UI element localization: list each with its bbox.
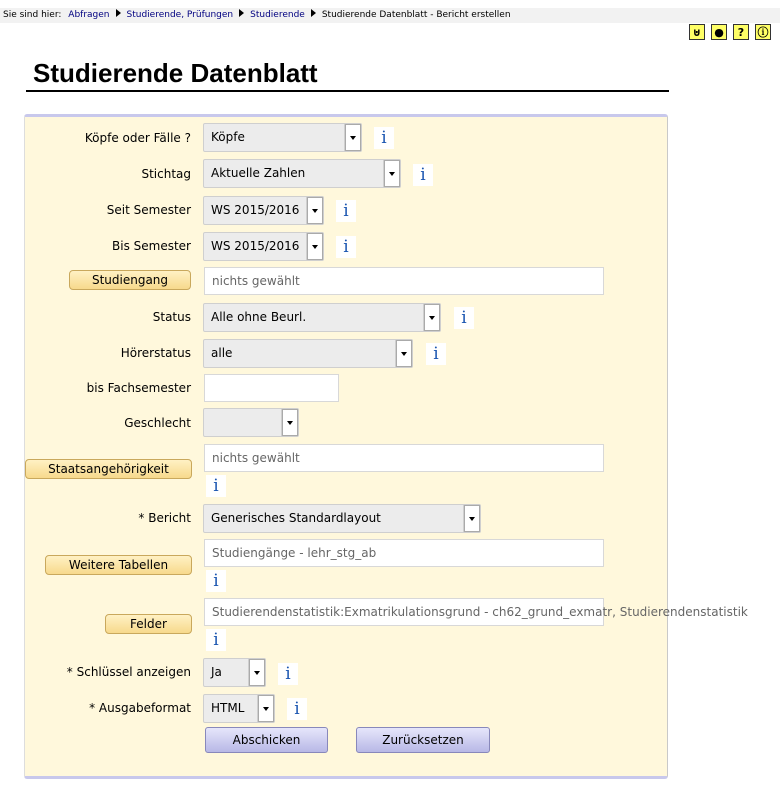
bis-fachsemester-label: bis Fachsemester [86,381,191,395]
breadcrumb-arrow-icon [311,9,316,17]
bericht-label: * Bericht [138,511,191,525]
felder-field[interactable]: Studierendenstatistik:Exmatrikulationsgrund - ch62_grund_exmatr, Studierendenstatistik [204,598,604,626]
hoererstatus-select[interactable] [203,339,413,368]
attachment-icon[interactable]: ⊍ [689,24,705,40]
geschlecht-label: Geschlecht [124,416,191,430]
help-icon[interactable]: ? [733,24,749,40]
breadcrumb [0,8,780,23]
info-icon[interactable]: i [206,570,226,592]
bis-semester-label: Bis Semester [112,239,191,253]
staatsangehoerigkeit-field[interactable]: nichts gewählt [204,444,604,472]
ausgabeformat-select-value: HTML [211,701,245,715]
status-select[interactable] [203,303,441,332]
seit-semester-select[interactable] [203,196,324,225]
submit-button[interactable]: Abschicken [205,727,328,753]
chevron-down-icon [248,659,265,686]
chevron-down-icon [423,304,440,331]
staatsangehoerigkeit-button[interactable]: Staatsangehörigkeit [25,459,192,479]
reset-button[interactable]: Zurücksetzen [356,727,490,753]
seit-semester-label: Seit Semester [106,203,191,217]
bis-fachsemester-input[interactable] [204,374,339,402]
hoererstatus-label: Hörerstatus [120,346,191,360]
stichtag-label: Stichtag [141,167,191,181]
koepfe-label: Köpfe oder Fälle ? [84,131,191,145]
chevron-down-icon [306,197,323,224]
status-label: Status [152,310,191,324]
schluessel-select-value: Ja [211,665,222,679]
chevron-down-icon [257,695,274,722]
title-divider [26,90,669,92]
studiengang-field[interactable]: nichts gewählt [204,267,604,295]
chevron-down-icon [383,160,400,187]
breadcrumb-link-studierende-pruefungen[interactable]: Studierende, Prüfungen [126,10,234,20]
breadcrumb-arrow-icon [239,9,244,17]
bericht-select-value: Generisches Standardlayout [211,511,381,525]
info-circle-icon[interactable]: ⓘ [755,24,771,40]
seit-semester-select-value: WS 2015/2016 [211,203,300,217]
info-icon[interactable]: i [426,343,446,365]
info-icon[interactable]: i [336,236,356,258]
schluessel-select[interactable] [203,658,266,687]
breadcrumb-arrow-icon [116,9,121,17]
info-icon[interactable]: i [278,663,298,685]
studiengang-button[interactable]: Studiengang [69,270,191,290]
stichtag-select-value: Aktuelle Zahlen [211,166,306,180]
stichtag-select[interactable] [203,159,401,188]
page-title: Studierende Datenblatt [33,58,318,88]
bullet-icon[interactable]: ● [711,24,727,40]
koepfe-select-value: Köpfe [211,130,245,144]
info-icon[interactable]: i [206,475,226,497]
weitere-tabellen-field[interactable]: Studiengänge - lehr_stg_ab [204,539,604,567]
weitere-tabellen-button[interactable]: Weitere Tabellen [45,555,192,575]
chevron-down-icon [395,340,412,367]
hoererstatus-select-value: alle [211,346,233,360]
felder-button[interactable]: Felder [105,614,192,634]
info-icon[interactable]: i [413,164,433,186]
chevron-down-icon [281,409,298,436]
breadcrumb-link-studierende[interactable]: Studierende [250,10,305,20]
chevron-down-icon [306,233,323,260]
info-icon[interactable]: i [336,200,356,222]
chevron-down-icon [344,124,361,151]
geschlecht-select[interactable] [203,408,299,437]
info-icon[interactable]: i [206,629,226,651]
breadcrumb-link-abfragen[interactable]: Abfragen [68,10,110,20]
breadcrumb-current: Studierende Datenblatt - Bericht erstellen [321,10,511,20]
ausgabeformat-select[interactable] [203,694,275,723]
info-icon[interactable]: i [454,307,474,329]
status-select-value: Alle ohne Beurl. [211,310,307,324]
schluessel-label: * Schlüssel anzeigen [66,665,191,679]
bericht-select[interactable] [203,504,481,533]
chevron-down-icon [463,505,480,532]
info-icon[interactable]: i [287,698,307,720]
ausgabeformat-label: * Ausgabeformat [89,701,191,715]
info-icon[interactable]: i [374,127,394,149]
bis-semester-select-value: WS 2015/2016 [211,239,300,253]
breadcrumb-prefix: Sie sind hier: [3,10,62,20]
koepfe-select[interactable] [203,123,362,152]
bis-semester-select[interactable] [203,232,324,261]
